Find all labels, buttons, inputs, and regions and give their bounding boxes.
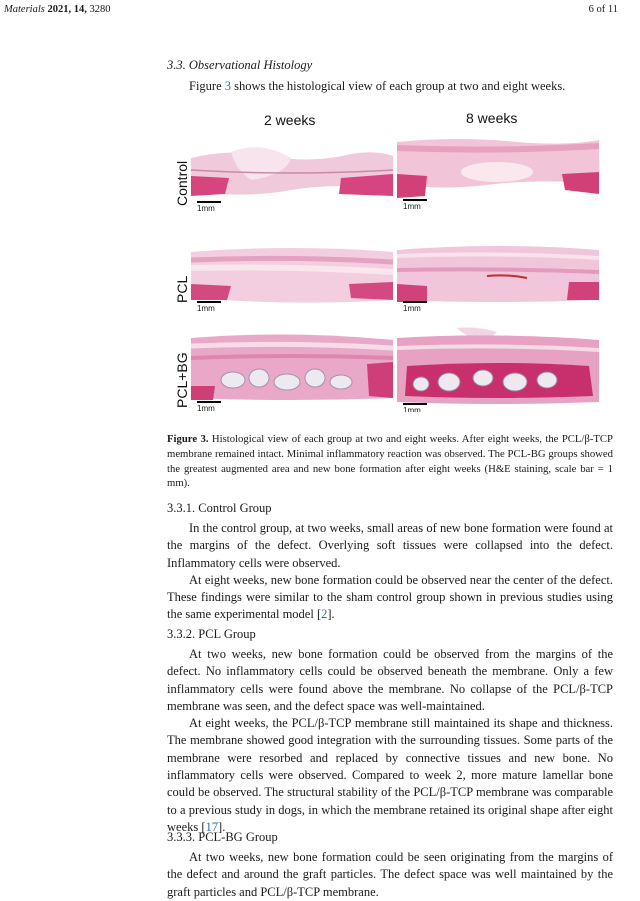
subsection-title-pcl: 3.3.2. PCL Group (167, 627, 256, 641)
control-group-paragraphs (167, 520, 613, 624)
control-paragraph-1: In the control group, at two weeks, small areas of new bone formation were found at the margins of the defect. Overlying soft tissues were collapsed into the defect. Inflammatory cells were observed. (167, 521, 613, 570)
intro-text-before: Figure (189, 79, 225, 93)
scale-bar-label: 1mm (403, 406, 421, 412)
control-p2-text: At eight weeks, new bone formation could be observed near the center of the defect. These findings were similar to the sham control group shown in previous studies using the same experimental model [ (167, 572, 613, 622)
panel-pcl-8-weeks (397, 230, 599, 316)
row-label-pcl-bg: PCL+BG (174, 352, 190, 408)
subsection-title-pcl-bg: 3.3.3. PCL-BG Group (167, 830, 278, 844)
journal-name: Materials (4, 4, 45, 15)
pcl-bg-group-paragraphs (167, 849, 613, 901)
figure-reference-link[interactable]: 3 (224, 79, 232, 93)
panel-control-2-weeks (191, 130, 393, 216)
figure-caption (167, 432, 613, 491)
scale-bar-label: 1mm (403, 202, 421, 211)
pcl-paragraph-1: At two weeks, new bone formation could be observed from the margins of the defect. No inflammatory cells could be observed beneath the membrane. Only a few inflammatory cells were found above the membrane. No collapse of the PCL/β-TCP membrane was seen, and the defect space was well-maintained. (167, 647, 613, 713)
histology-figure (167, 108, 613, 420)
row-label-pcl: PCL (174, 275, 190, 303)
article-number: 3280 (89, 4, 111, 15)
pcl-p2-end: ]. (218, 819, 226, 834)
page-number: 6 of 11 (588, 4, 618, 15)
column-label-2-weeks: 2 weeks (264, 112, 316, 128)
citation-link[interactable]: 17 (205, 819, 219, 834)
scale-bar-label: 1mm (403, 304, 421, 313)
journal-year-volume: 2021, 14, (47, 4, 87, 15)
caption-text: Histological view of each group at two and eight weeks. After eight weeks, the PCL/β-TCP membrane remained intact. Minimal inflammatory reaction was observed. The PCL-BG groups showed the greatest augmented area and new bone formation after eight weeks (H&E staining, scale bar = 1 mm). (167, 433, 613, 490)
row-label-control: Control (174, 160, 190, 206)
pcl-p2-text: At eight weeks, the PCL/β-TCP membrane still maintained its shape and thickness. The membrane showed good integration with the surrounding tissues. Some parts of the membrane were resorbed and replaced by connective tissues and new bone. No inflammatory cells were observed. Compared to week 2, more mature lamellar bone could be observed. The structural stability of the PCL/β-TCP membrane was comparable to a previous study in dogs, in which the membrane retained its original shape after eight weeks [ (167, 716, 613, 834)
section-title: 3.3. Observational Histology (167, 58, 313, 72)
page-header (4, 4, 618, 15)
panel-control-8-weeks (397, 128, 599, 214)
intro-text-after: shows the histological view of each group at two and eight weeks. (231, 79, 566, 93)
scale-bar-label: 1mm (197, 404, 215, 413)
panel-pcl-bg-2-weeks (191, 328, 393, 414)
control-paragraph-2 (167, 572, 613, 624)
control-p2-end: ]. (327, 607, 335, 622)
pcl-group-paragraphs (167, 646, 613, 836)
panel-pcl-bg-8-weeks (397, 326, 599, 412)
pcl-bg-paragraph-1: At two weeks, new bone formation could be seen originating from the margins of the defect and around the graft particles. The defect space was well maintained by the graft particles and PCL/β-TCP membrane. (167, 850, 613, 899)
intro-paragraph (167, 78, 613, 95)
subsection-title-control: 3.3.1. Control Group (167, 501, 272, 515)
pcl-paragraph-2 (167, 715, 613, 836)
citation-link[interactable]: 2 (321, 607, 328, 622)
scale-bar-label: 1mm (197, 304, 215, 313)
caption-label: Figure 3. (167, 433, 209, 445)
panel-pcl-2-weeks (191, 230, 393, 316)
scale-bar-label: 1mm (197, 204, 215, 213)
column-label-8-weeks: 8 weeks (466, 110, 518, 126)
